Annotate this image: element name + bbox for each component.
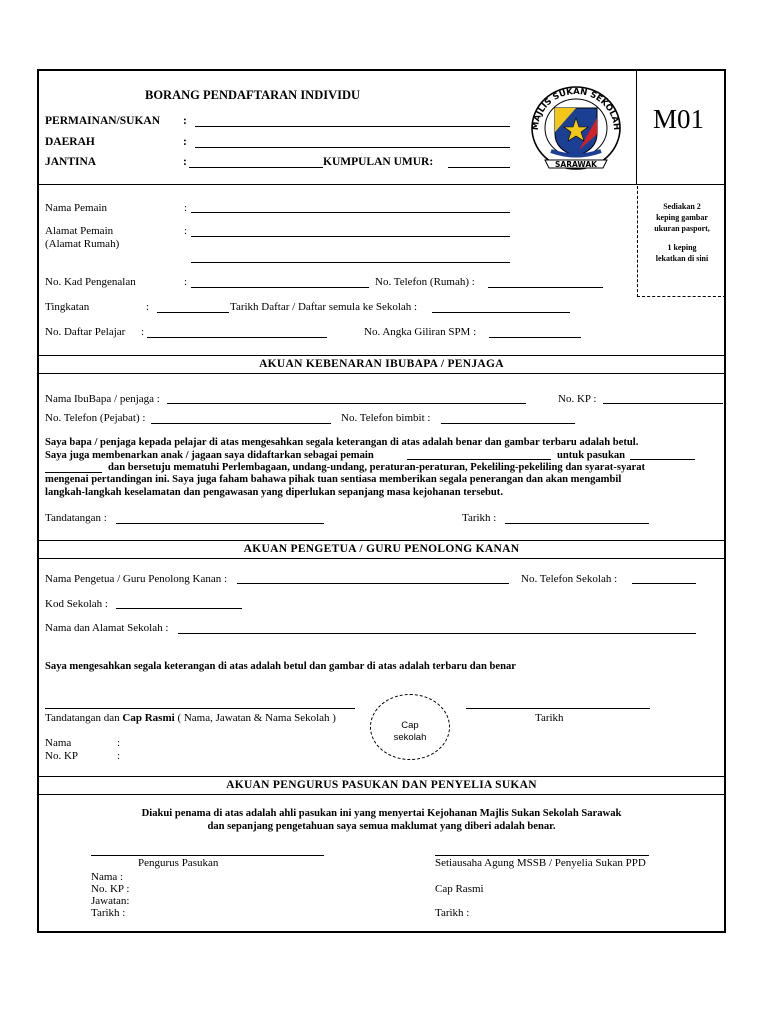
player-address-input-2[interactable]	[191, 262, 510, 263]
register-date-label: Tarikh Daftar / Daftar semula ke Sekolah :	[230, 301, 418, 313]
parent-declaration-3: dan bersetuju mematuhi Perlembagaan, undang-undang, peraturan-peraturan, Pekeliling-pekeliling dan syarat-syarat	[108, 462, 646, 473]
parent-declaration-2a: Saya juga membenarkan anak / jagaan saya didaftarkan sebagai pemain	[45, 450, 374, 461]
principal-nama-colon: :	[117, 737, 121, 749]
office-phone-label: No. Telefon (Pejabat) :	[45, 412, 146, 424]
parent-declaration-5: langkah-langkah keselamatan dan pengawasan yang diperlukan sepanjang masa kejohanan tersebut.	[45, 487, 503, 498]
team-input[interactable]	[630, 459, 695, 460]
parent-kp-label: No. KP :	[558, 393, 597, 405]
principal-date-input[interactable]	[466, 708, 650, 709]
form-frame	[37, 69, 726, 933]
stamp-line-2: sekolah	[393, 732, 427, 743]
principal-section-bottom	[37, 558, 726, 559]
form-code: M01	[653, 104, 705, 134]
district-label: DAERAH	[45, 136, 95, 148]
ic-label: No. Kad Pengenalan	[45, 276, 136, 288]
principal-section-top	[37, 540, 726, 541]
mobile-label: No. Telefon bimbit :	[341, 412, 431, 424]
signature-label-c: ( Nama, Jawatan & Nama Sekolah )	[177, 712, 336, 724]
manager-jawatan-label: Jawatan:	[91, 895, 130, 907]
principal-date-label: Tarikh	[535, 712, 564, 724]
principal-signature-label	[45, 712, 336, 725]
spm-no-input[interactable]	[489, 337, 581, 338]
team-input-cont[interactable]	[45, 472, 102, 473]
player-name-label: Nama Pemain	[45, 202, 108, 214]
parent-declaration-4: mengenai pertandingan ini. Saya juga faham bahawa pihak tuan sentiasa memberikan segala penerangan dan akan mengambil	[45, 474, 622, 485]
manager-nama-label: Nama :	[91, 871, 124, 883]
manager-statement-1: Diakui penama di atas adalah ahli pasukan ini yang menyertai Kejohanan Majlis Sukan Sekolah Sarawak	[141, 808, 622, 819]
photo-line-3: ukuran pasport,	[654, 224, 710, 233]
home-phone-label: No. Telefon (Rumah) :	[375, 276, 475, 288]
gender-label: JANTINA	[45, 156, 97, 168]
svg-text:MAJLIS SUKAN SEKOLAH: MAJLIS SUKAN SEKOLAH	[530, 86, 622, 131]
mobile-input[interactable]	[441, 423, 575, 424]
principal-nama-label: Nama	[45, 737, 72, 749]
manager-signature-input[interactable]	[91, 855, 324, 856]
student-no-input[interactable]	[147, 337, 327, 338]
register-date-input[interactable]	[432, 312, 570, 313]
parent-name-label: Nama IbuBapa / penjaga :	[45, 393, 160, 405]
signature-label-a: Tandatangan dan	[45, 712, 120, 724]
parent-declaration-1: Saya bapa / penjaga kepada pelajar di atas mengesahkan segala keterangan di atas adalah benar dan gambar terbaru adalah betul.	[45, 437, 639, 448]
school-address-label: Nama dan Alamat Sekolah :	[45, 622, 169, 634]
player-address-label: Alamat Pemain	[45, 225, 114, 237]
parent-section-heading: AKUAN KEBENARAN IBUBAPA / PENJAGA	[259, 358, 504, 370]
school-phone-label: No. Telefon Sekolah :	[521, 573, 618, 585]
parent-signature-label: Tandatangan :	[45, 512, 107, 524]
form-level-label: Tingkatan	[45, 301, 90, 313]
form-title: BORANG PENDAFTARAN INDIVIDU	[145, 88, 361, 102]
photo-instructions	[640, 201, 724, 264]
principal-kp-colon: :	[117, 750, 121, 762]
gender-colon: :	[183, 156, 187, 168]
manager-tarikh-label: Tarikh :	[91, 907, 126, 919]
supervisor-tarikh-label: Tarikh :	[435, 907, 470, 919]
sport-input[interactable]	[195, 126, 510, 127]
principal-name-input[interactable]	[237, 583, 509, 584]
manager-title: Pengurus Pasukan	[138, 857, 219, 869]
student-no-colon: :	[141, 326, 145, 338]
player-sport-input[interactable]	[407, 459, 551, 460]
code-divider	[636, 69, 637, 184]
school-code-input[interactable]	[116, 608, 242, 609]
player-address-colon: :	[184, 225, 188, 237]
manager-kp-label: No. KP :	[91, 883, 130, 895]
sport-label: PERMAINAN/SUKAN	[45, 115, 160, 127]
principal-kp-label: No. KP	[45, 750, 79, 762]
photo-line-4: 1 keping	[667, 243, 697, 252]
school-phone-input[interactable]	[632, 583, 696, 584]
photo-line-5: lekatkan di sini	[655, 254, 709, 263]
sport-colon: :	[183, 115, 187, 127]
parent-date-input[interactable]	[505, 523, 649, 524]
parent-signature-input[interactable]	[116, 523, 324, 524]
ic-colon: :	[184, 276, 188, 288]
header-divider	[37, 184, 726, 185]
player-address-input-1[interactable]	[191, 236, 510, 237]
parent-section-bottom	[37, 373, 726, 374]
gender-input[interactable]	[189, 167, 323, 168]
principal-confirm: Saya mengesahkan segala keterangan di atas adalah betul dan gambar di atas adalah terbaru dan benar	[45, 661, 517, 672]
photo-line-2: keping gambar	[656, 213, 708, 222]
principal-signature-input[interactable]	[45, 708, 355, 709]
age-group-label: KUMPULAN UMUR:	[323, 156, 434, 168]
manager-statement	[37, 807, 726, 833]
office-phone-input[interactable]	[151, 423, 331, 424]
parent-name-input[interactable]	[167, 403, 526, 404]
ic-input[interactable]	[191, 287, 369, 288]
parent-kp-input[interactable]	[603, 403, 723, 404]
parent-section-top	[37, 355, 726, 356]
parent-date-label: Tarikh :	[462, 512, 497, 524]
district-colon: :	[183, 136, 187, 148]
district-input[interactable]	[195, 147, 510, 148]
parent-declaration-2b: untuk pasukan	[557, 450, 626, 461]
supervisor-stamp-label: Cap Rasmi	[435, 883, 484, 895]
player-name-colon: :	[184, 202, 188, 214]
manager-section-bottom	[37, 794, 726, 795]
photo-line-1: Sediakan 2	[663, 202, 701, 211]
school-code-label: Kod Sekolah :	[45, 598, 108, 610]
svg-text:SARAWAK: SARAWAK	[554, 160, 598, 169]
age-group-input[interactable]	[448, 167, 510, 168]
home-phone-input[interactable]	[488, 287, 603, 288]
form-level-colon: :	[146, 301, 150, 313]
principal-section-heading: AKUAN PENGETUA / GURU PENOLONG KANAN	[243, 543, 520, 555]
school-stamp-label	[370, 720, 450, 744]
player-address-sub: (Alamat Rumah)	[45, 238, 120, 250]
supervisor-title: Setiausaha Agung MSSB / Penyelia Sukan PPD	[435, 857, 646, 869]
manager-section-top	[37, 776, 726, 777]
stamp-line-1: Cap	[401, 720, 419, 731]
manager-statement-2: dan sepanjang pengetahuan saya semua maklumat yang diberi adalah benar.	[207, 821, 556, 832]
form-level-input[interactable]	[157, 312, 229, 313]
supervisor-signature-input[interactable]	[435, 855, 649, 856]
player-name-input[interactable]	[191, 212, 510, 213]
student-no-label: No. Daftar Pelajar	[45, 326, 126, 338]
spm-no-label: No. Angka Giliran SPM :	[364, 326, 477, 338]
mssk-sarawak-logo	[521, 84, 631, 174]
principal-name-label: Nama Pengetua / Guru Penolong Kanan :	[45, 573, 228, 585]
manager-section-heading: AKUAN PENGURUS PASUKAN DAN PENYELIA SUKAN	[226, 779, 537, 791]
signature-label-b: Cap Rasmi	[122, 712, 175, 724]
school-address-input[interactable]	[178, 633, 696, 634]
